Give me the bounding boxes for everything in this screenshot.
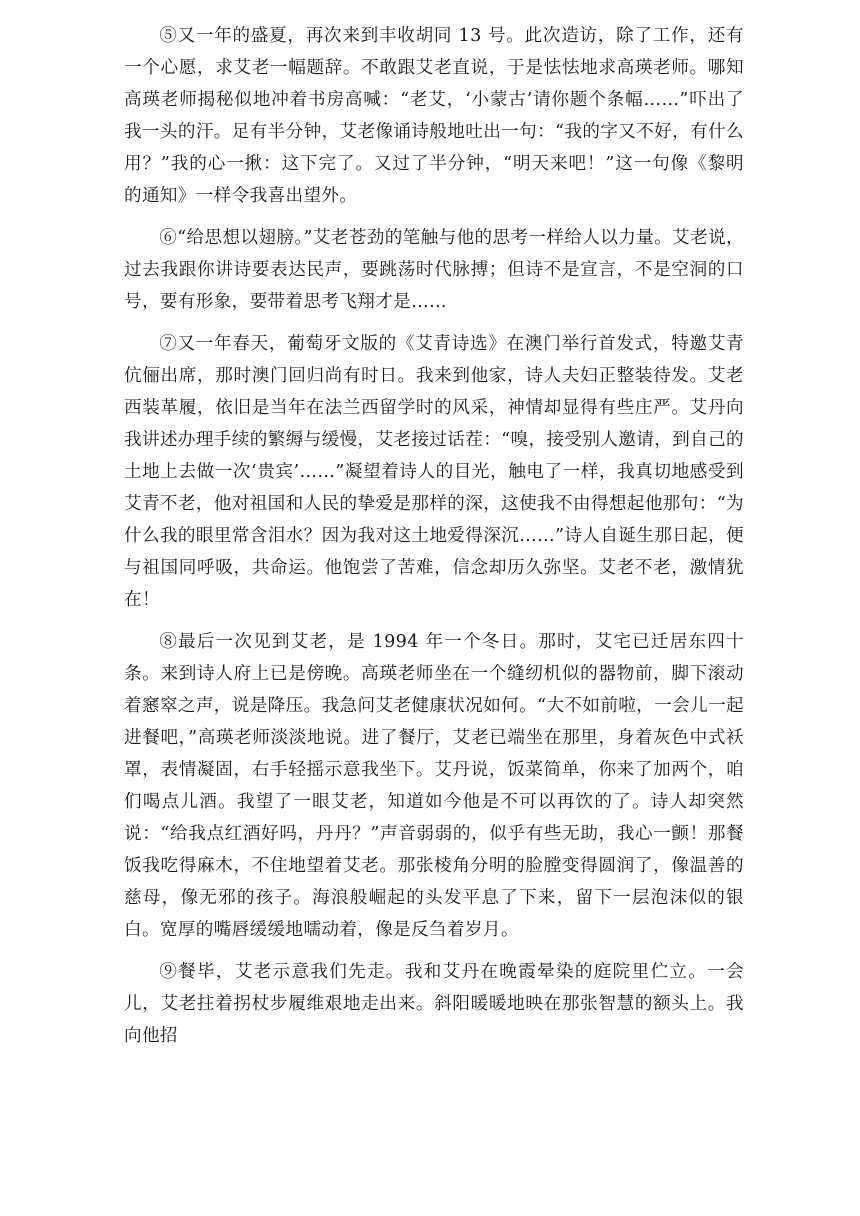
paragraph-6: ⑥“给思想以翅膀。”艾老苍劲的笔触与他的思考一样给人以力量。艾老说，过去我跟你讲诗要表达民声，要跳荡时代脉搏；但诗不是宣言，不是空洞的口号，要有形象，要带着思考飞翔才是…… — [124, 228, 744, 312]
paragraph-9: ⑨餐毕，艾老示意我们先走。我和艾丹在晚霞晕染的庭院里伫立。一会儿，艾老拄着拐杖步履维艰地走出来。斜阳暖暖地映在那张智慧的额头上。我向他招 — [124, 962, 744, 1046]
paragraph-8: ⑧最后一次见到艾老，是 1994 年一个冬日。那时，艾宅已迁居东四十条。来到诗人府上已是傍晚。高瑛老师坐在一个缝纫机似的器物前，脚下滚动着窸窣之声，说是降压。我急问艾老健康状况如何。“大不如前啦，一会儿一起进餐吧，”高瑛老师淡淡地说。进了餐厅，艾老已端坐在那里，身着灰色中式袄罩，表情凝固，右手轻摇示意我坐下。艾丹说，饭菜简单，你来了加两个，咱们喝点儿酒。我望了一眼艾老，知道如今他是不可以再饮的了。诗人却突然说：“给我点红酒好吗，丹丹？”声音弱弱的，似乎有些无助，我心一颤！那餐饭我吃得麻木，不住地望着艾老。那张棱角分明的脸膛变得圆润了，像温善的慈母，像无邪的孩子。海浪般崛起的头发平息了下来，留下一层泡沫似的银白。宽厚的嘴唇缓缓地嚅动着，像是反刍着岁月。 — [124, 632, 744, 940]
article-body — [124, 20, 744, 1052]
paragraph-5: ⑤又一年的盛夏，再次来到丰收胡同 13 号。此次造访，除了工作，还有一个心愿，求艾老一幅题辞。不敢跟艾老直说，于是怯怯地求高瑛老师。哪知高瑛老师揭秘似地冲着书房高喊：“老艾，‘小蒙古’请你题个条幅……”吓出了我一头的汗。足有半分钟，艾老像诵诗般地吐出一句：“我的字又不好，有什么用？”我的心一揪：这下完了。又过了半分钟，“明天来吧！”这一句像《黎明的通知》一样令我喜出望外。 — [124, 26, 744, 206]
paragraph-7: ⑦又一年春天，葡萄牙文版的《艾青诗选》在澳门举行首发式，特邀艾青伉俪出席，那时澳门回归尚有时日。我来到他家，诗人夫妇正整装待发。艾老西装革履，依旧是当年在法兰西留学时的风采，神情却显得有些庄严。艾丹向我讲述办理手续的繁缛与缓慢，艾老接过话茬：“嗅，接受别人邀请，到自己的土地上去做一次‘贵宾’……”凝望着诗人的目光，触电了一样，我真切地感受到艾青不老，他对祖国和人民的挚爱是那样的深，这使我不由得想起他那句：“为什么我的眼里常含泪水？因为我对这土地爱得深沉……”诗人自诞生那日起，便与祖国同呼吸，共命运。他饱尝了苦难，信念却历久弥坚。艾老不老，激情犹在！ — [124, 334, 744, 610]
